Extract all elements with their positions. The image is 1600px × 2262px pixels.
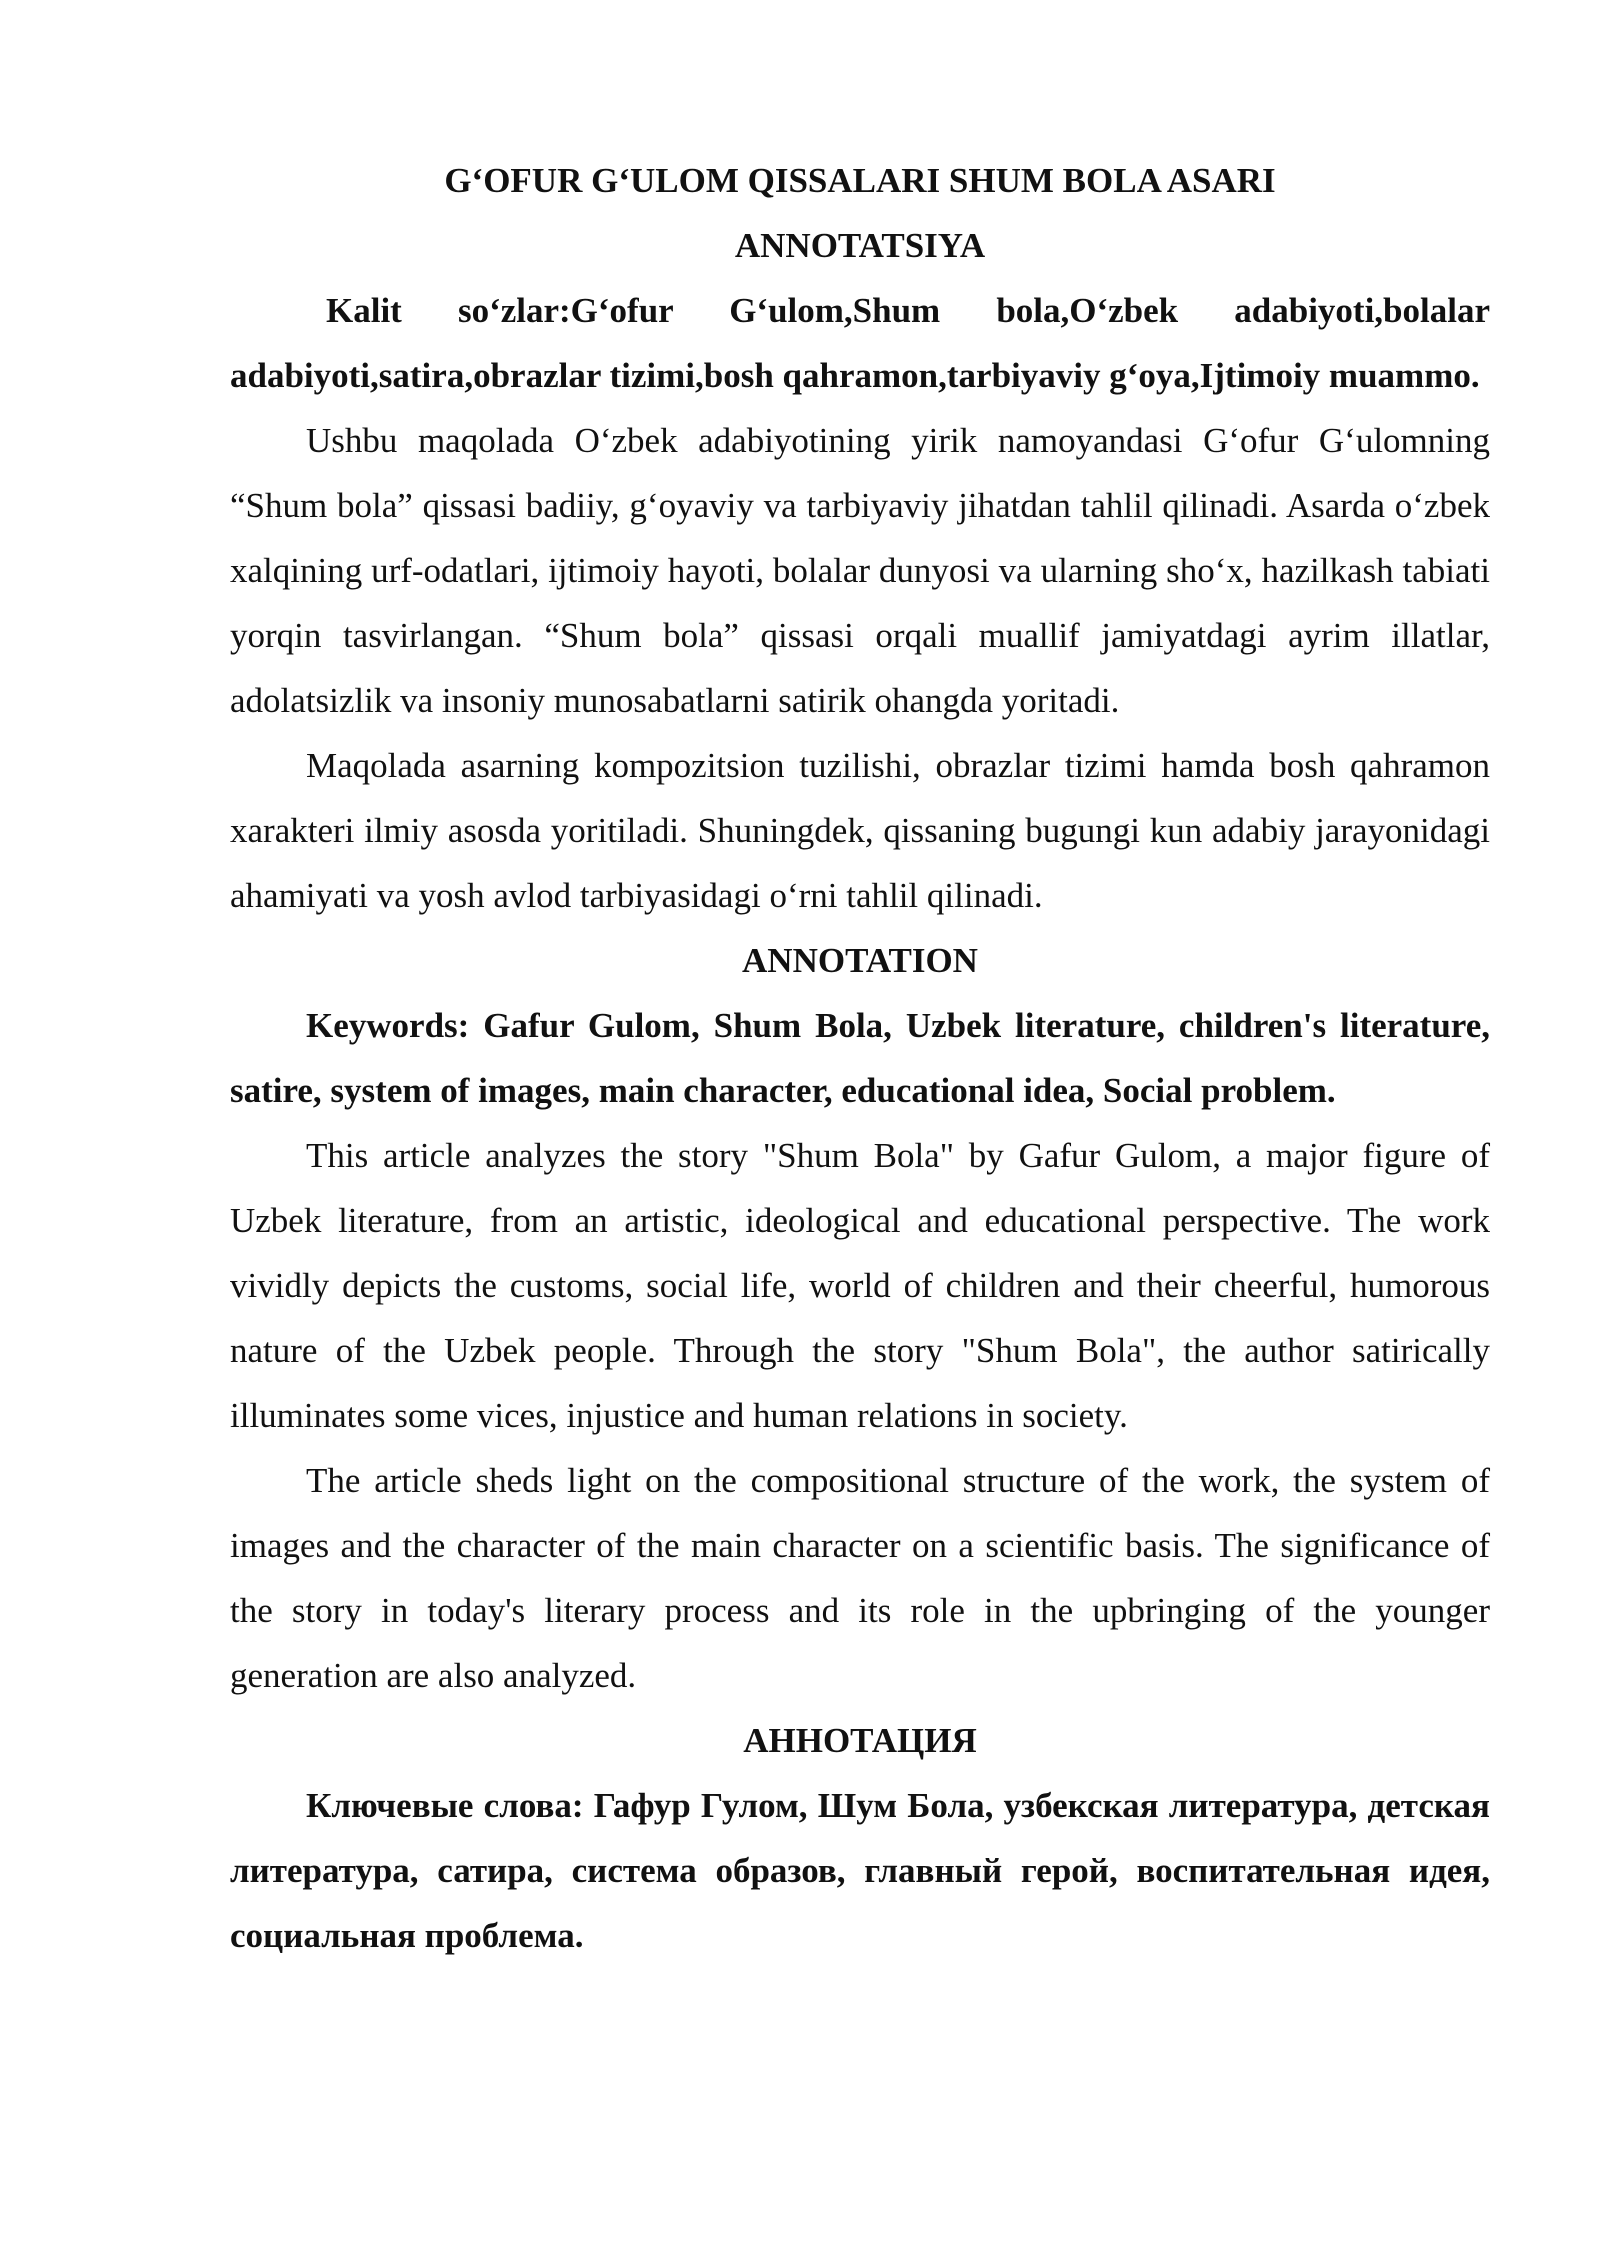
document-title: G‘OFUR G‘ULOM QISSALARI SHUM BOLA ASARI bbox=[444, 161, 1276, 200]
uzbek-keywords: Kalit so‘zlar:G‘ofur G‘ulom,Shum bola,O‘zbek adabiyoti,bolalar adabiyoti,satira,obrazlar tizimi,bosh qahramon,tarbiyaviy g‘oya,Ijtimoiy muammo. bbox=[230, 291, 1490, 395]
uzbek-paragraph-2: Maqolada asarning kompozitsion tuzilishi, obrazlar tizimi hamda bosh qahramon xarakteri ilmiy asosda yoritiladi. Shuningdek, qissaning bugungi kun adabiy jarayonidagi ahamiyati va yosh avlod tarbiyasidagi o‘rni tahlil qilinadi. bbox=[230, 746, 1490, 915]
english-paragraph-1: This article analyzes the story "Shum Bola" by Gafur Gulom, a major figure of Uzbek literature, from an artistic, ideological and educational perspective. The work vividly depicts the customs, social life, world of children and their cheerful, humorous nature of the Uzbek people. Through the story "Shum Bola", the author satirically illuminates some vices, injustice and human relations in society. bbox=[230, 1136, 1490, 1435]
english-paragraph-2: The article sheds light on the compositional structure of the work, the system of images and the character of the main character on a scientific basis. The significance of the story in today's literary process and its role in the upbringing of the younger generation are also analyzed. bbox=[230, 1461, 1490, 1695]
uzbek-annotation-heading: ANNOTATSIYA bbox=[734, 226, 986, 265]
document-page bbox=[230, 148, 1490, 1968]
russian-annotation-section bbox=[230, 1708, 1490, 1968]
uzbek-paragraph-1: Ushbu maqolada O‘zbek adabiyotining yirik namoyandasi G‘ofur G‘ulomning “Shum bola” qissasi badiiy, g‘oyaviy va tarbiyaviy jihatdan tahlil qilinadi. Asarda o‘zbek xalqining urf-odatlari, ijtimoiy hayoti, bolalar dunyosi va ularning sho‘x, hazilkash tabiati yorqin tasvirlangan. “Shum bola” qissasi orqali muallif jamiyatdagi ayrim illatlar, adolatsizlik va insoniy munosabatlarni satirik ohangda yoritadi. bbox=[230, 421, 1490, 720]
uzbek-annotation-section bbox=[230, 213, 1490, 928]
english-annotation-heading: ANNOTATION bbox=[742, 941, 978, 980]
russian-annotation-heading: АННОТАЦИЯ bbox=[743, 1721, 977, 1760]
english-annotation-section bbox=[230, 928, 1490, 1708]
english-keywords: Keywords: Gafur Gulom, Shum Bola, Uzbek literature, children's literature, satire, system of images, main character, educational idea, Social problem. bbox=[230, 1006, 1490, 1110]
russian-keywords: Ключевые слова: Гафур Гулом, Шум Бола, узбекская литература, детская литература, сатира, система образов, главный герой, воспитательная идея, социальная проблема. bbox=[230, 1786, 1490, 1955]
